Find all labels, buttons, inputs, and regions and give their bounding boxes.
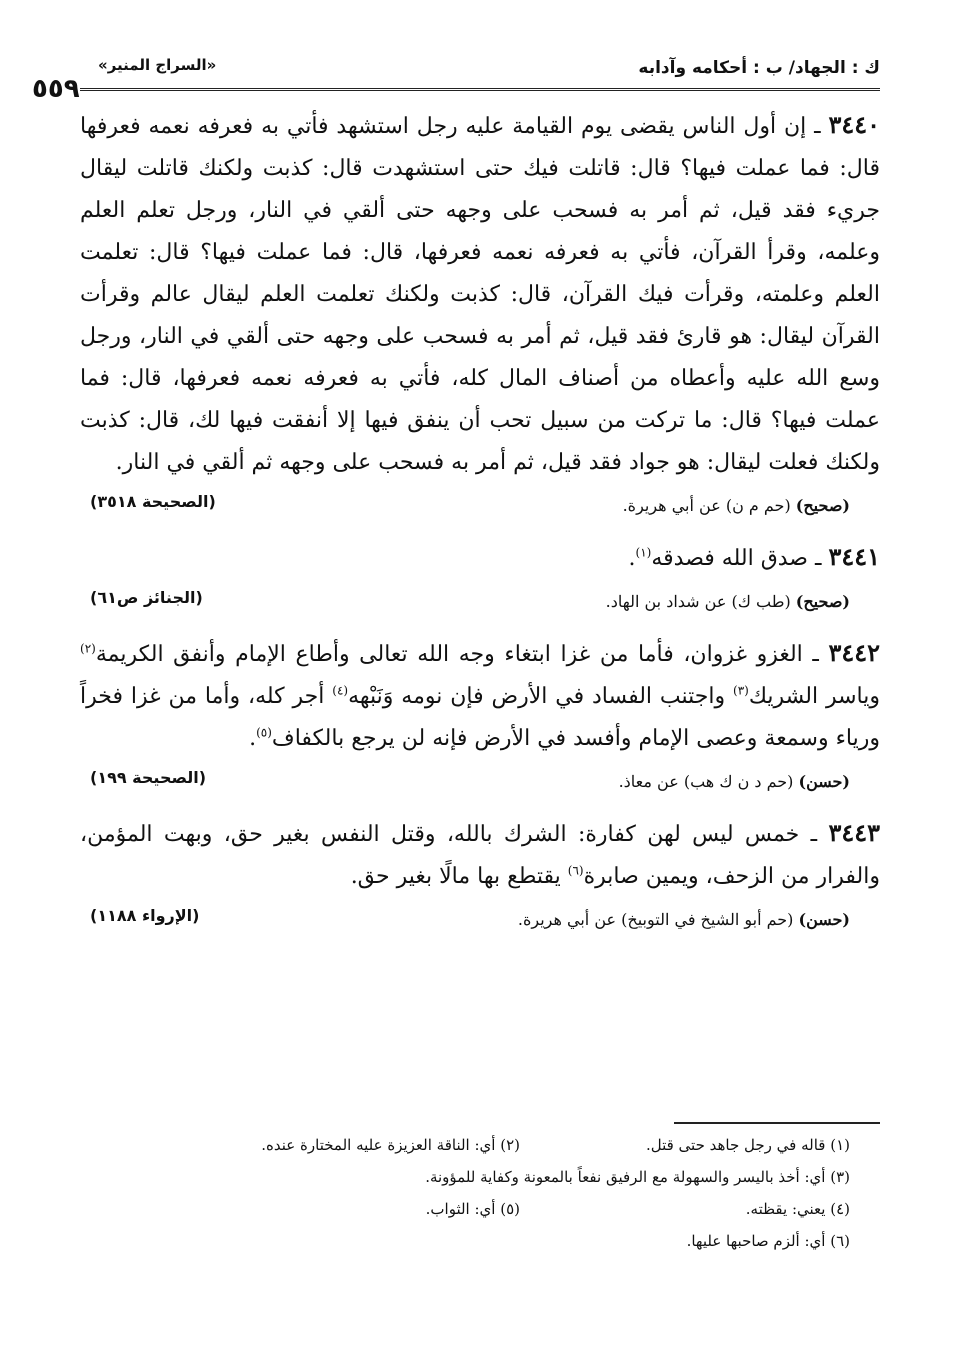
footnotes: [80, 1136, 880, 1264]
footnote-marker[interactable]: (٤): [332, 683, 349, 698]
hadith-body-end: .: [249, 726, 257, 751]
grading-label: (صحيح): [795, 496, 850, 515]
footnote-3: (٣) أي: أخذ باليسر والسهولة مع الرفيق نفعاً بالمعونة وكفاية للمؤونة.: [425, 1168, 850, 1186]
footnote-marker[interactable]: (٢): [80, 641, 96, 656]
page: [32, 50, 881, 938]
grading-source: (حم م ن) عن أبي هريرة.: [622, 496, 791, 515]
hadith-number: ٣٤٤٢: [828, 638, 880, 667]
footnote-row: [80, 1168, 880, 1200]
footnote-row: [80, 1232, 880, 1264]
book-title: «السراج المنير»: [98, 56, 217, 74]
hadith-number: ٣٤٤٣: [828, 818, 881, 847]
grading: [606, 592, 850, 611]
source-line: [80, 490, 880, 524]
hadith-body: أجر كله، وأما من غزا فخراً ورياء وسمعة وعصى الإمام وأفسد في الأرض فإنه لن يرجع بالكفاف: [80, 684, 880, 751]
footnote-marker[interactable]: (٥): [256, 725, 272, 740]
hadith-body: ـ الغزو غزوان، فأما من غزا ابتغاء وجه الله تعالى وأطاع الإمام وأنفق الكريمة: [95, 642, 819, 667]
source-line: [80, 586, 880, 620]
hadith-3442: [80, 632, 880, 800]
hadith-body-end: .: [628, 546, 636, 571]
footnote-rule: [674, 1122, 880, 1124]
hadith-body: ـ خمس ليس لهن كفارة: الشرك بالله، وقتل النفس بغير حق، وبهت المؤمن، والفرار من الزحف، ويمين صابرة: [80, 822, 880, 889]
footnote-1: (١) قاله في رجل جاهد حتى قتل.: [645, 1136, 850, 1154]
hadith-3441: [80, 536, 880, 620]
grading-label: (حسن): [798, 910, 850, 929]
hadith-text: [80, 104, 880, 484]
page-number: ٥٥٩: [32, 74, 80, 104]
source-line: [80, 766, 880, 800]
footnote-row: [80, 1136, 880, 1168]
reference: (الصحيحة ١٩٩): [90, 768, 207, 787]
hadith-body: ـ إن أول الناس يقضى يوم القيامة عليه رجل استشهد فأتي به فعرفه نعمه فعرفها قال: فما عملت فيها؟ قال: قاتلت فيك حتى استشهدت قال: كذبت ولكنك قاتلت ليقال جريء فقد قيل، ثم أمر به فسحب على وجهه حتى ألقي في النار، ورجل تعلم العلم وعلمه، وقرأ القرآن، فأتي به فعرفه نعمه فعرفها، قال: فما عملت فيها؟ قال: تعلمت العلم وعلمته، وقرأت فيك القرآن، قال: كذبت ولكنك تعلمت العلم ليقال عالم وقرأت القرآن ليقال: هو قارئ فقد قيل، ثم أمر به فسحب على وجهه حتى ألقي في النار، ورجل وسع الله عليه وأعطاه من أصناف المال كله، فأتي به فعرفه نعمه فعرفها، قال: فما عملت فيها؟ قال: ما تركت من سبيل تحب أن ينفق فيها إلا أنفقت فيها لك، قال: كذبت ولكنك فعلت ليقال: هو جواد فقد قيل، ثم أمر به فسحب على وجهه ثم ألقي في النار.: [80, 114, 880, 475]
footnote-6: (٦) أي: ألزم صاحبها عليها.: [686, 1232, 850, 1250]
grading-source: (طب ك) عن شداد بن الهاد.: [605, 592, 791, 611]
hadith-number: ٣٤٤٠: [828, 110, 880, 139]
hadith-number: ٣٤٤١: [828, 542, 880, 571]
hadith-text: [80, 536, 880, 580]
hadith-3443: [80, 812, 880, 938]
footnote-row: [80, 1200, 880, 1232]
reference: (الجنائز ص٦١): [90, 588, 203, 607]
running-title: ك : الجهاد/ ب : أحكامه وآدابه: [638, 58, 880, 78]
footnote-marker[interactable]: (١): [635, 545, 652, 560]
grading: [518, 910, 850, 929]
page-header: [32, 50, 880, 104]
grading-source: (حم د ن ك هب) عن معاذ.: [618, 772, 794, 791]
footnote-2: (٢) أي: الناقة العزيزة عليه المختارة عنده.: [261, 1136, 520, 1154]
hadith-body: يقتطع بها مالًا بغير حق.: [350, 864, 568, 889]
grading-label: (صحيح): [795, 592, 850, 611]
hadith-body: وياسر الشريك: [748, 684, 880, 709]
hadith-body: واجتنب الفساد في الأرض فإن نومه وَنَبْهه: [348, 684, 734, 709]
hadith-3440: [80, 104, 880, 524]
grading: [623, 496, 850, 515]
hadith-text: [80, 632, 880, 760]
footnote-marker[interactable]: (٣): [733, 683, 749, 698]
grading-label: (حسن): [798, 772, 850, 791]
footnote-marker[interactable]: (٦): [567, 863, 584, 878]
header-rule: [80, 88, 880, 91]
source-line: [80, 904, 880, 938]
hadith-text: [80, 812, 880, 898]
hadith-body: ـ صدق الله فصدقه: [651, 546, 822, 571]
reference: (الصحيحة ٣٥١٨): [90, 492, 216, 511]
grading-source: (حم أبو الشيخ في التوبيخ) عن أبي هريرة.: [517, 910, 794, 929]
grading: [619, 772, 850, 791]
footnote-5: (٥) أي: الثواب.: [425, 1200, 520, 1218]
footnote-4: (٤) يعني: يقظته.: [745, 1200, 850, 1218]
reference: (الإرواء ١١٨٨): [90, 906, 200, 925]
